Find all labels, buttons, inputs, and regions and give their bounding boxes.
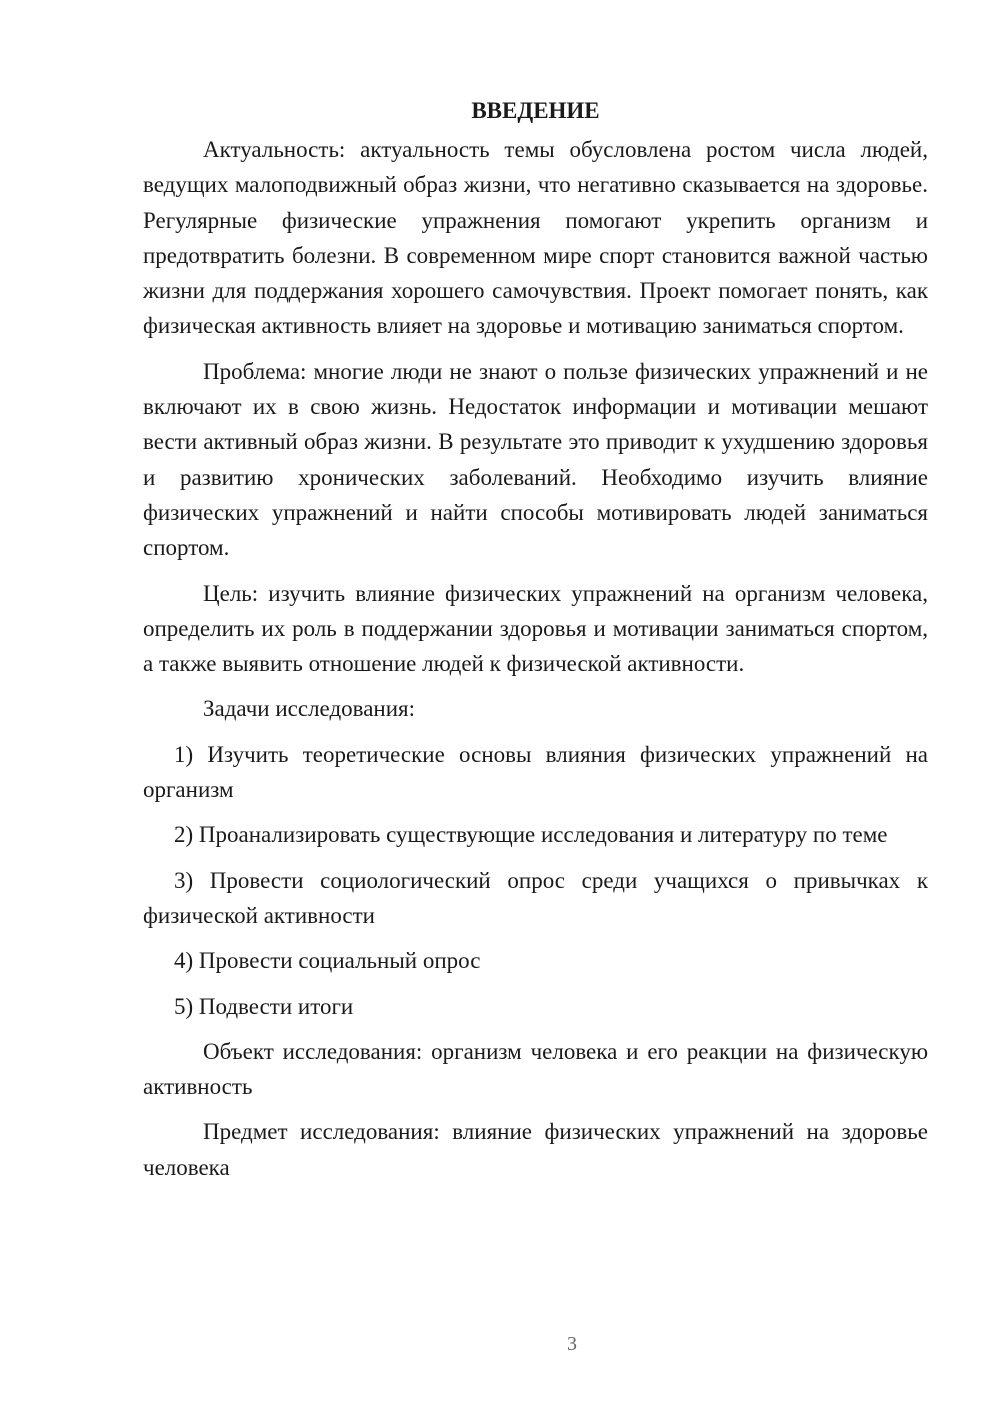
- task-item: 5) Подвести итоги: [174, 993, 354, 1019]
- page-number: 3: [567, 1333, 577, 1355]
- tasks-heading: Задачи исследования:: [203, 696, 416, 722]
- task-item: 1) Изучить теоретические основы влияния физических упражнений на организм: [143, 741, 928, 803]
- document-page: [143, 96, 928, 1195]
- paragraph-object: Объект исследования: организм человека и его реакции на физическую активность: [143, 1038, 928, 1100]
- paragraph-problem: Проблема: многие люди не знают о пользе физических упражнений и не включают их в свою жизнь. Недостаток информации и мотивации мешают вести активный образ жизни. В результате это приводит к ухудшению здоровья и развитию хронических заболеваний. Необходимо изучить влияние физических упражнений и найти способы мотивировать людей заниматься спортом.: [143, 358, 928, 561]
- paragraph-relevance: Актуальность: актуальность темы обусловлена ростом числа людей, ведущих малоподвижный образ жизни, что негативно сказывается на здоровье. Регулярные физические упражнения помогают укрепить организм и предотвратить болезни. В современном мире спорт становится важной частью жизни для поддержания хорошего самочувствия. Проект помогает понять, как физическая активность влияет на здоровье и мотивацию заниматься спортом.: [143, 137, 928, 339]
- task-item: 4) Провести социальный опрос: [174, 948, 481, 974]
- task-item: 2) Проанализировать существующие исследования и литературу по теме: [174, 822, 888, 848]
- paragraph-goal: Цель: изучить влияние физических упражнений на организм человека, определить их роль в поддержании здоровья и мотивации заниматься спортом, а также выявить отношение людей к физической активности.: [143, 580, 928, 677]
- paragraph-subject: Предмет исследования: влияние физических упражнений на здоровье человека: [143, 1119, 928, 1180]
- page-title: ВВЕДЕНИЕ: [471, 98, 600, 123]
- task-item: 3) Провести социологический опрос среди учащихся о привычках к физической активности: [143, 867, 928, 928]
